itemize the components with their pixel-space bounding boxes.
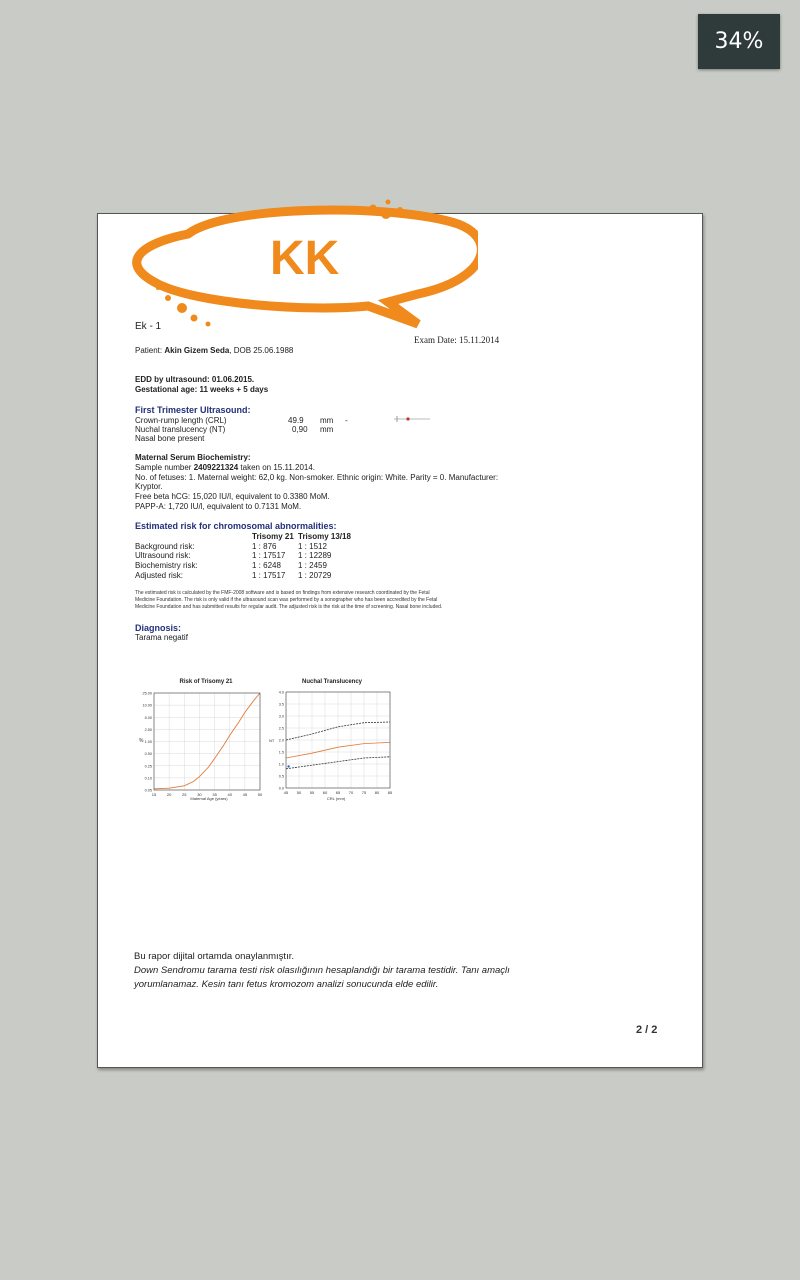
- page-number: 2 / 2: [636, 1024, 658, 1036]
- risk-row-t21: 1 : 6248: [252, 561, 281, 570]
- x-tick-label: 30: [197, 792, 202, 797]
- measurement-point: [287, 765, 289, 767]
- x-tick-label: 50: [296, 790, 302, 795]
- crl-label: Crown-rump length (CRL): [135, 416, 227, 425]
- chart-xlabel: CRL (mm): [326, 796, 346, 801]
- y-tick-label: 25.00: [142, 691, 152, 696]
- risk-row-label: Adjusted risk:: [135, 571, 184, 580]
- serum-title: Maternal Serum Biochemistry:: [135, 453, 251, 462]
- x-tick-label: 35: [212, 792, 217, 797]
- risk-row-label: Background risk:: [135, 542, 195, 551]
- y-tick-label: 5.00: [144, 715, 152, 720]
- risk-title: Estimated risk for chromosomal abnormalities:: [135, 521, 337, 531]
- crl-range-marker: [394, 414, 434, 424]
- nuchal-translucency-chart: [268, 674, 403, 804]
- risk-row-t13: 1 : 1512: [298, 542, 327, 551]
- x-tick-label: 45: [283, 790, 289, 795]
- patient-line: Patient: Akin Gizem Seda, DOB 25.06.1988: [135, 346, 294, 355]
- x-tick-label: 20: [166, 792, 172, 797]
- x-tick-label: 80: [374, 790, 380, 795]
- edd: EDD by ultrasound: 01.06.2015.: [135, 375, 255, 384]
- chart-title: Risk of Trisomy 21: [179, 679, 233, 685]
- diagnosis-title: Diagnosis:: [135, 623, 182, 633]
- serum-line2: No. of fetuses: 1. Maternal weight: 62,0 kg. Non-smoker. Ethnic origin: White. Parity = 0. Manufacturer:: [135, 473, 499, 482]
- risk-row-t21: 1 : 17517: [252, 571, 286, 580]
- y-tick-label: 0.0: [278, 786, 284, 791]
- serum-line4: Free beta hCG: 15,020 IU/l, equivalent to 0.3380 MoM.: [135, 492, 330, 501]
- y-tick-label: 0.05: [144, 788, 152, 793]
- risk-row-label: Biochemistry risk:: [135, 561, 198, 570]
- serum-line3: Kryptor.: [135, 482, 163, 491]
- logo-text: KK: [270, 232, 340, 285]
- document-page: [97, 213, 703, 1068]
- risk-row-t21: 1 : 17517: [252, 551, 286, 560]
- chart-xlabel: Maternal Age (years): [190, 796, 228, 801]
- disclaimer-line: The estimated risk is calculated by the FMF-2008 software and is based on findings from extensive research coordinated by the Fetal: [135, 590, 430, 596]
- disclaimer-line: Medicine Foundation and has submitted results for regular audit. The adjusted risk is the risk at the time of screening. Nasal bone included.: [135, 604, 443, 610]
- ek-label: Ek - 1: [135, 321, 162, 332]
- y-tick-label: 10.00: [142, 703, 152, 708]
- risk-row-label: Ultrasound risk:: [135, 551, 191, 560]
- y-tick-label: 1.0: [278, 762, 284, 767]
- y-tick-label: 3.0: [278, 714, 284, 719]
- chart-ylabel: NT: [269, 738, 275, 743]
- series-line: [154, 693, 260, 789]
- x-tick-label: 60: [322, 790, 328, 795]
- x-tick-label: 65: [335, 790, 341, 795]
- y-tick-label: 2.0: [278, 738, 284, 743]
- crl-extra: -: [345, 416, 348, 425]
- y-tick-label: 0.10: [144, 776, 152, 781]
- y-tick-label: 0.50: [144, 752, 152, 757]
- x-tick-label: 25: [182, 792, 187, 797]
- x-tick-label: 45: [242, 792, 248, 797]
- risk-row-t13: 1 : 12289: [298, 551, 332, 560]
- chart-title: Nuchal Translucency: [301, 679, 363, 685]
- serum-sample: Sample number 2409221324 taken on 15.11.2014.: [135, 463, 316, 472]
- x-tick-label: 70: [348, 790, 354, 795]
- y-tick-label: 0.25: [144, 764, 152, 769]
- x-tick-label: 50: [257, 792, 263, 797]
- risk-header-t21: Trisomy 21: [252, 532, 294, 541]
- footer-line1: Bu rapor dijital ortamda onaylanmıştır.: [134, 951, 294, 962]
- risk-header-t13: Trisomy 13/18: [298, 532, 351, 541]
- diagnosis-text: Tarama negatif: [135, 633, 188, 642]
- trisomy-risk-chart: [134, 674, 269, 804]
- logo-speech-bubble: [118, 184, 478, 344]
- risk-row-t13: 1 : 2459: [298, 561, 327, 570]
- disclaimer-line: Medicine Foundation. The risk is only valid if the ultrasound scan was performed by a sonographer who has been accredited by the Fetal: [135, 597, 438, 603]
- serum-line5: PAPP-A: 1,720 IU/l, equivalent to 0.7131 MoM.: [135, 502, 302, 511]
- x-tick-label: 15: [151, 792, 157, 797]
- exam-date: Exam Date: 15.11.2014: [414, 335, 500, 345]
- nasal-bone: Nasal bone present: [135, 434, 205, 443]
- y-tick-label: 4.0: [278, 690, 284, 695]
- nt-label: Nuchal translucency (NT): [135, 425, 226, 434]
- nt-value: 0,90: [292, 425, 308, 434]
- footer-line2: Down Sendromu tarama testi risk olasılığının hesaplandığı bir tarama testidir. Tanı amaçlı: [134, 965, 510, 976]
- nt-unit: mm: [320, 425, 334, 434]
- crl-value: 49.9: [288, 416, 304, 425]
- risk-row-t21: 1 : 876: [252, 542, 277, 551]
- y-tick-label: 3.5: [278, 702, 284, 707]
- y-tick-label: 1.00: [144, 740, 152, 744]
- zoom-indicator: 34%: [698, 14, 780, 69]
- y-tick-label: 0.5: [278, 774, 284, 779]
- risk-row-t13: 1 : 20729: [298, 571, 332, 580]
- x-tick-label: 85: [387, 790, 393, 795]
- x-tick-label: 55: [309, 790, 315, 795]
- x-tick-label: 75: [361, 790, 367, 795]
- crl-unit: mm: [320, 416, 334, 425]
- y-tick-label: 2.5: [278, 726, 284, 731]
- gestational-age: Gestational age: 11 weeks + 5 days: [135, 385, 269, 394]
- x-tick-label: 40: [227, 792, 232, 797]
- y-tick-label: 2.50: [144, 727, 152, 732]
- chart-ylabel: %: [139, 738, 144, 744]
- y-tick-label: 1.5: [278, 750, 284, 755]
- ultrasound-title: First Trimester Ultrasound:: [135, 405, 251, 415]
- footer-line3: yorumlanamaz. Kesin tanı fetus kromozom analizi sonucunda elde edilir.: [134, 979, 439, 990]
